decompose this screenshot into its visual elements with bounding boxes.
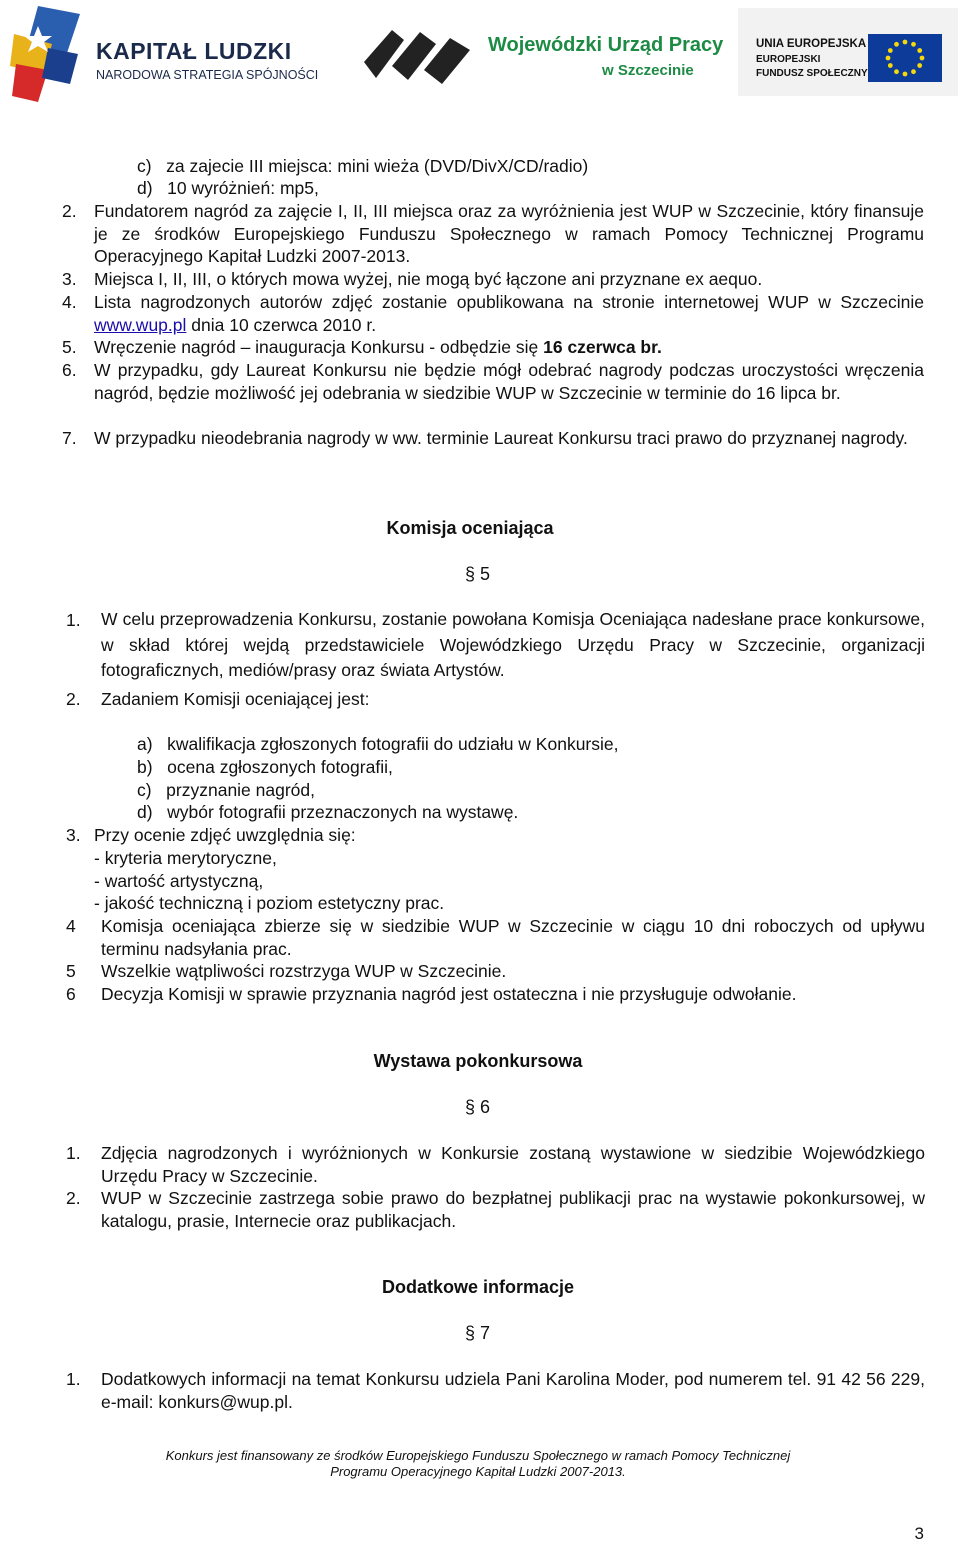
komisja-item-6-text: Decyzja Komisji w sprawie przyznania nagród jest ostateczna i nie przysługuje odwołanie.	[101, 984, 797, 1004]
section-6-marker: § 6	[465, 1097, 491, 1117]
wup-website-link[interactable]: www.wup.pl	[94, 314, 187, 335]
rule-4-text-before: Lista nagrodzonych autorów zdjęć zostanie opublikowana na stronie internetowej WUP w Szczecinie	[94, 292, 924, 312]
dodatkowe-item-1-number: 1.	[66, 1369, 81, 1389]
section-7-marker: § 7	[465, 1323, 491, 1343]
prize-item-c: c) za zajecie III miejsca: mini wieża (DVD/DivX/CD/radio)	[137, 156, 589, 176]
wup-title: Wojewódzki Urząd Pracy	[488, 34, 724, 56]
rule-7-text: W przypadku nieodebrania nagrody w ww. terminie Laureat Konkursu traci prawo do przyznanej nagrody.	[94, 428, 908, 448]
rule-7-number: 7.	[62, 428, 77, 448]
criteria-3: - jakość techniczną i poziom estetyczny prac.	[94, 893, 445, 913]
criteria-1: - kryteria merytoryczne,	[94, 848, 277, 868]
komisja-task-b: b) ocena zgłoszonych fotografii,	[137, 757, 393, 777]
komisja-item-5-text: Wszelkie wątpliwości rozstrzyga WUP w Szczecinie.	[101, 961, 507, 981]
wystawa-heading: Wystawa pokonkursowa	[373, 1051, 583, 1071]
komisja-item-4-text: Komisja oceniająca zbierze się w siedzibie WUP w Szczecinie w ciągu 10 dni roboczych od upływu terminu nadsyłania prac.	[101, 916, 925, 959]
eu-flag-icon	[868, 34, 942, 82]
wystawa-item-2-text: WUP w Szczecinie zastrzega sobie prawo do bezpłatnej publikacji prac na wystawie pokonkursowej, w katalogu, prasie, Internecie oraz publikacjach.	[101, 1188, 925, 1231]
footer-line-2: Programu Operacyjnego Kapitał Ludzki 2007-2013.	[330, 1464, 626, 1479]
rule-3-number: 3.	[62, 269, 77, 289]
kapital-ludzki-logo	[8, 4, 328, 104]
komisja-item-3-number: 3.	[66, 825, 81, 845]
criteria-2: - wartość artystyczną,	[94, 871, 264, 891]
rule-4-text	[94, 291, 924, 336]
rule-6-text: W przypadku, gdy Laureat Konkursu nie będzie mógł odebrać nagrody podczas uroczystości wręczenia nagród, będzie możliwość jej odebrania w siedzibie WUP w Szczecinie w terminie do 16 lipca br.	[94, 360, 924, 403]
wup-logo	[362, 22, 724, 92]
rule-6-number: 6.	[62, 360, 77, 380]
prize-item-d: d) 10 wyróżnień: mp5,	[137, 178, 319, 198]
rule-3-text: Miejsca I, II, III, o których mowa wyżej, nie mogą być łączone ani przyznane ex aequo.	[94, 269, 763, 289]
komisja-heading: Komisja oceniająca	[386, 518, 554, 538]
komisja-item-6-number: 6	[66, 984, 76, 1004]
rule-4-text-after: dnia 10 czerwca 2010 r.	[186, 314, 377, 335]
rule-5-number: 5.	[62, 337, 77, 357]
kapital-ludzki-emblem-icon	[8, 4, 88, 104]
wup-subtitle: w Szczecinie	[602, 62, 694, 79]
header-logos	[0, 0, 960, 110]
komisja-item-2-number: 2.	[66, 689, 81, 709]
eu-line-2: EUROPEJSKI	[756, 54, 821, 65]
eu-line-1: UNIA EUROPEJSKA	[756, 38, 867, 50]
rule-2-text: Fundatorem nagród za zajęcie I, II, III miejsca oraz za wyróżnienia jest WUP w Szczecinie, który finansuje je ze środków Europejskiego Funduszu Społecznego w ramach Pomocy Technicznej Programu Operacyjnego Kapitał Ludzki 2007-2013.	[94, 201, 924, 266]
kapital-ludzki-subtitle: NARODOWA STRATEGIA SPÓJNOŚCI	[96, 68, 319, 82]
rule-5-text	[94, 336, 924, 359]
wystawa-item-2-number: 2.	[66, 1188, 81, 1208]
wystawa-item-1-number: 1.	[66, 1143, 81, 1163]
dodatkowe-heading: Dodatkowe informacje	[381, 1277, 575, 1297]
eu-logo	[738, 8, 958, 96]
komisja-item-4-number: 4	[66, 916, 76, 936]
komisja-item-1-number: 1.	[66, 610, 81, 630]
komisja-item-1-text: W celu przeprowadzenia Konkursu, zostanie powołana Komisja Oceniająca nadesłane prace konkursowe, w skład której wejdą przedstawiciele Wojewódzkiego Urzędu Pracy w Szczecinie, organizacji fotograficznych, mediów/prasy oraz świata Artystów.	[101, 609, 925, 680]
page-number: 3	[914, 1524, 924, 1543]
wystawa-item-1-text: Zdjęcia nagrodzonych i wyróżnionych w Konkursie zostaną wystawione w siedzibie Wojewódzkiego Urzędu Pracy w Szczecinie.	[101, 1143, 925, 1186]
kapital-ludzki-title: KAPITAŁ LUDZKI	[96, 38, 292, 64]
komisja-task-c: c) przyznanie nagród,	[137, 780, 316, 800]
komisja-item-3-text: Przy ocenie zdjęć uwzględnia się:	[94, 825, 356, 845]
eu-line-3: FUNDUSZ SPOŁECZNY	[756, 68, 868, 79]
section-5-marker: § 5	[465, 564, 491, 584]
dodatkowe-item-1-text: Dodatkowych informacji na temat Konkursu udziela Pani Karolina Moder, pod numerem tel. 91 42 56 229, e-mail: konkurs@wup.pl.	[101, 1369, 925, 1412]
rule-2-number: 2.	[62, 201, 77, 221]
komisja-item-2-text: Zadaniem Komisji oceniającej jest:	[101, 689, 370, 709]
komisja-item-5-number: 5	[66, 961, 76, 981]
komisja-task-d: d) wybór fotografii przeznaczonych na wystawę.	[137, 802, 519, 822]
wup-emblem-icon	[362, 22, 482, 86]
footer-line-1: Konkurs jest finansowany ze środków Europejskiego Funduszu Społecznego w ramach Pomocy Technicznej	[165, 1448, 791, 1463]
komisja-task-a: a) kwalifikacja zgłoszonych fotografii do udziału w Konkursie,	[137, 734, 619, 754]
rule-5-date: 16 czerwca br.	[543, 337, 662, 357]
rule-5-text-main: Wręczenie nagród – inauguracja Konkursu - odbędzie się	[94, 337, 544, 357]
rule-4-number: 4.	[62, 292, 77, 312]
